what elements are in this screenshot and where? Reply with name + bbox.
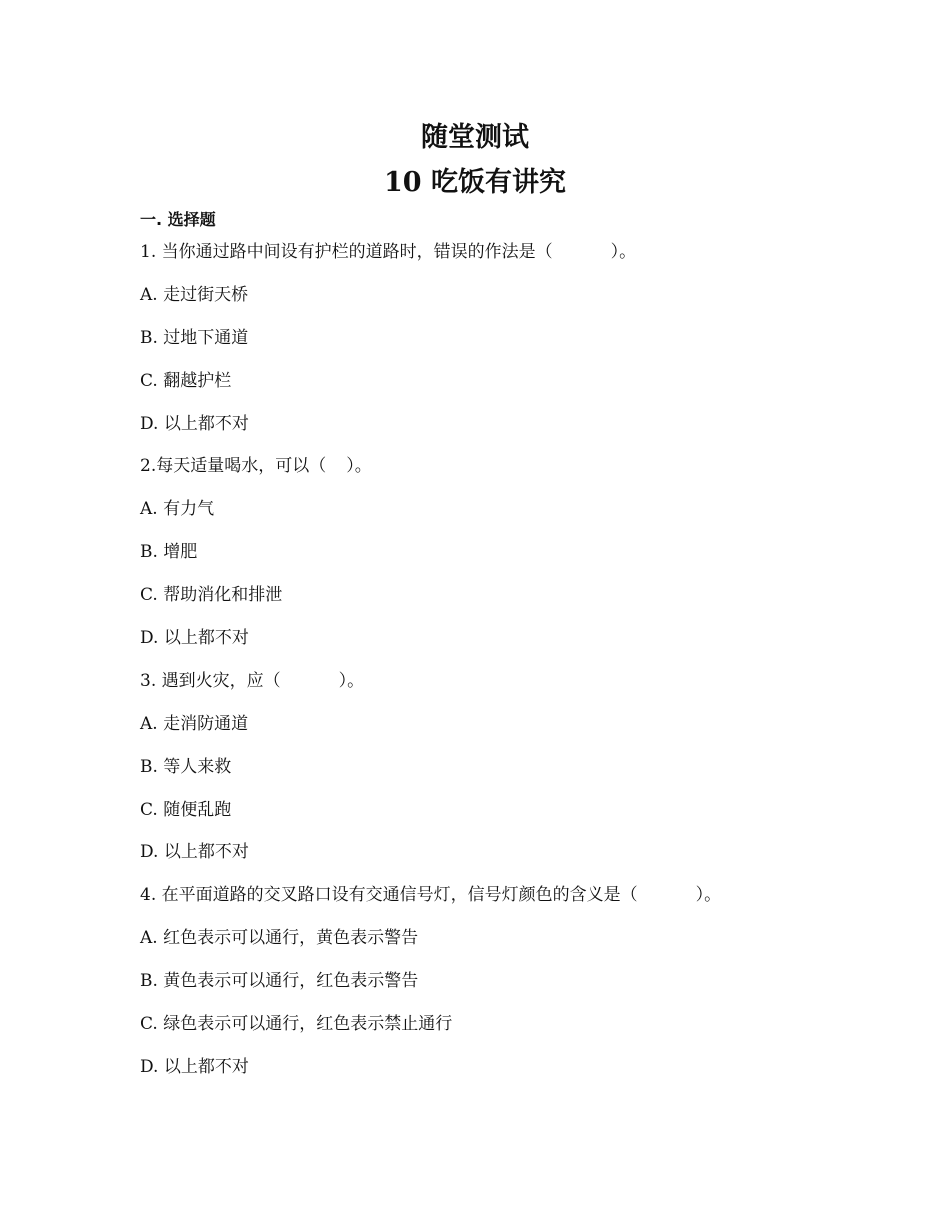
question-stem-end: ）。: [610, 242, 637, 262]
section-heading: 一. 选择题: [140, 210, 216, 229]
option-b: B. 增肥: [140, 542, 198, 563]
option-c: C. 帮助消化和排泄: [140, 585, 283, 606]
option-c: C. 随便乱跑: [140, 799, 232, 820]
question-stem: [140, 881, 860, 924]
option-b: B. 过地下通道: [140, 327, 249, 348]
option-d: D. 以上都不对: [140, 842, 249, 863]
option-a: A. 走消防通道: [140, 713, 249, 734]
question-stem-text: 2.每天适量喝水，可以（: [140, 456, 327, 477]
question-stem: [140, 667, 860, 710]
option-a: A. 红色表示可以通行，黄色表示警告: [140, 928, 419, 949]
option-c: C. 绿色表示可以通行，红色表示禁止通行: [140, 1014, 453, 1035]
option-b: B. 等人来救: [140, 756, 232, 777]
option-a: A. 有力气: [140, 499, 215, 520]
question-stem-text: 1. 当你通过路中间设有护栏的道路时，错误的作法是（: [140, 242, 553, 262]
option-d: D. 以上都不对: [140, 1056, 249, 1077]
question-stem-end: ）。: [695, 885, 722, 906]
question-1: [140, 238, 860, 452]
question-stem-end: ）。: [338, 670, 365, 691]
option-b: B. 黄色表示可以通行，红色表示警告: [140, 971, 419, 992]
question-2: [140, 452, 860, 666]
question-stem-text: 4. 在平面道路的交叉路口设有交通信号灯，信号灯颜色的含义是（: [140, 885, 638, 906]
option-c: C. 翻越护栏: [140, 370, 232, 391]
question-stem-end: ）。: [346, 456, 372, 477]
lesson-title: 10 吃饭有讲究: [384, 167, 566, 198]
option-d: D. 以上都不对: [140, 413, 249, 434]
question-4: [140, 881, 860, 1095]
page-title: 随堂测试: [421, 122, 529, 153]
question-stem: [140, 238, 860, 281]
question-list: [140, 238, 860, 1096]
question-stem-text: 3. 遇到火灾，应（: [140, 670, 281, 691]
question-3: [140, 667, 860, 881]
question-stem: [140, 452, 860, 495]
option-d: D. 以上都不对: [140, 628, 249, 649]
option-a: A. 走过街天桥: [140, 284, 249, 305]
